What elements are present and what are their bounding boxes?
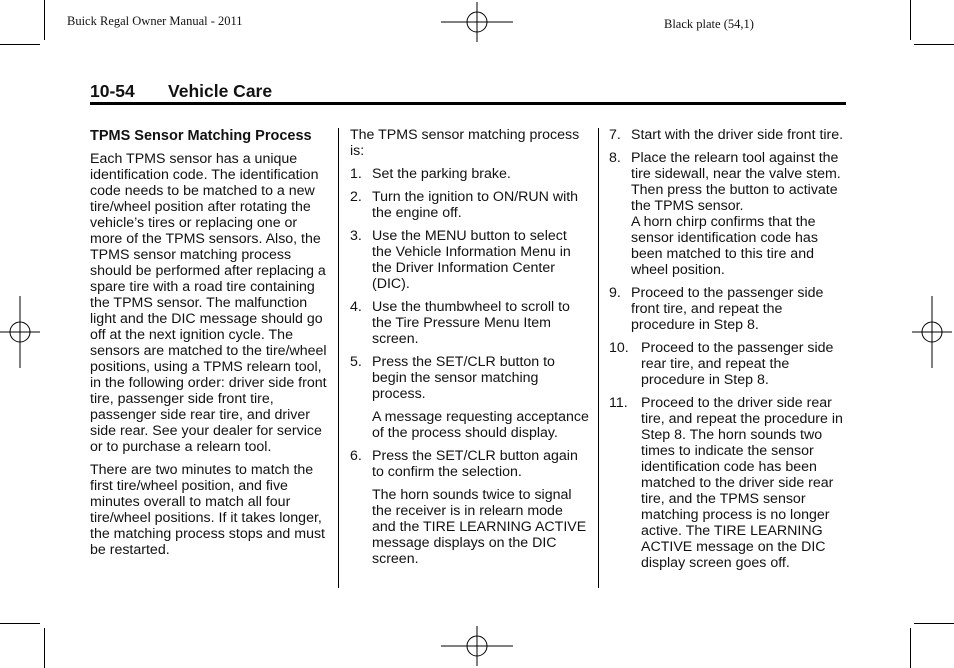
step-text: Set the parking brake. [372,166,511,182]
step-number: 2. [350,189,362,205]
step-note: A horn chirp confirms that the sensor identification code has been matched to this tire and wheel position. [631,214,818,278]
step-text: Use the thumbwheel to scroll to the Tire Pressure Menu Item screen. [372,299,570,347]
crop-mark [44,0,45,40]
step-text: Press the SET/CLR button to begin the sensor matching process. [372,354,555,402]
section-title: Vehicle Care [168,81,273,101]
step-note: The horn sounds twice to signal the receiver is in relearn mode and the TIRE LEARNING ACTIVE message displays on the DIC screen. [372,487,587,567]
step-item [350,228,590,292]
column-divider [338,128,339,588]
step-text: Start with the driver side front tire. [631,127,844,143]
step-number: 10. [609,340,629,356]
step-number: 4. [350,299,362,315]
print-header-right: Black plate (54,1) [664,17,754,31]
registration-mark-icon [912,296,952,368]
step-item [350,448,590,567]
step-text: Turn the ignition to ON/RUN with the engine off. [372,189,579,221]
registration-mark-icon [441,2,513,42]
column-2 [350,127,590,574]
step-text: Use the MENU button to select the Vehicle Information Menu in the Driver Information Center (DIC). [372,228,571,292]
step-item [609,340,849,388]
registration-mark-icon [441,626,513,666]
step-item [609,395,849,571]
page-title [90,81,272,102]
step-text: Proceed to the passenger side front tire, and repeat the procedure in Step 8. [631,285,824,333]
paragraph: Each TPMS sensor has a unique identification code. The identification code needs to be matched to a new tire/wheel position after rotating the vehicle’s tires or replacing one or more of the TPMS sensors. Also, the TPMS sensor matching process should be performed after replacing a spare tire with a road tire containing the TPMS sensor. The malfunction light and the DIC message should go off at the next ignition cycle. The sensors are matched to the tire/wheel positions, using a TPMS relearn tool, in the following order: driver side front tire, passenger side front tire, passenger side rear tire, and driver side rear. See your dealer for service or to purchase a relearn tool. [90,151,327,455]
step-number: 6. [350,448,362,464]
step-number: 11. [609,395,628,411]
step-number: 1. [350,166,362,182]
step-item [350,166,590,182]
step-item [609,127,849,143]
step-number: 3. [350,228,362,244]
step-number: 5. [350,354,362,370]
step-note: A message requesting acceptance of the process should display. [372,409,589,441]
step-text: Place the relearn tool against the tire sidewall, near the valve stem. Then press the button to activate the TPMS sensor. [631,150,841,214]
crop-mark [914,44,954,45]
column-3 [609,127,849,578]
step-item [350,354,590,441]
step-number: 8. [609,150,621,166]
paragraph: The TPMS sensor matching process is: [350,127,580,159]
registration-mark-icon [0,296,40,368]
print-header-left: Buick Regal Owner Manual - 2011 [67,14,243,28]
crop-mark [910,628,911,668]
column-divider [598,128,599,588]
crop-mark [0,623,40,624]
crop-mark [910,0,911,40]
step-item [350,299,590,347]
step-item [609,285,849,333]
page-number: 10-54 [90,81,135,101]
paragraph: There are two minutes to match the first tire/wheel position, and five minutes overall to match all four tire/wheel positions. If it takes longer, the matching process stops and must be restarted. [90,462,326,558]
step-text: Proceed to the driver side rear tire, and repeat the procedure in Step 8. The horn sounds two times to indicate the sensor identification code has been matched to the driver side rear tire, and the TPMS sensor matching process is no longer active. The TIRE LEARNING ACTIVE message on the DIC display screen goes off. [641,395,843,571]
step-number: 9. [609,285,621,301]
heading-rule [90,102,846,105]
column-1 [90,127,330,565]
subsection-title: TPMS Sensor Matching Process [90,128,312,144]
crop-mark [914,623,954,624]
step-number: 7. [609,127,621,143]
crop-mark [0,44,40,45]
step-item [609,150,849,278]
step-item [350,189,590,221]
step-text: Proceed to the passenger side rear tire, and repeat the procedure in Step 8. [641,340,834,388]
crop-mark [44,628,45,668]
step-text: Press the SET/CLR button again to confirm the selection. [372,448,578,480]
